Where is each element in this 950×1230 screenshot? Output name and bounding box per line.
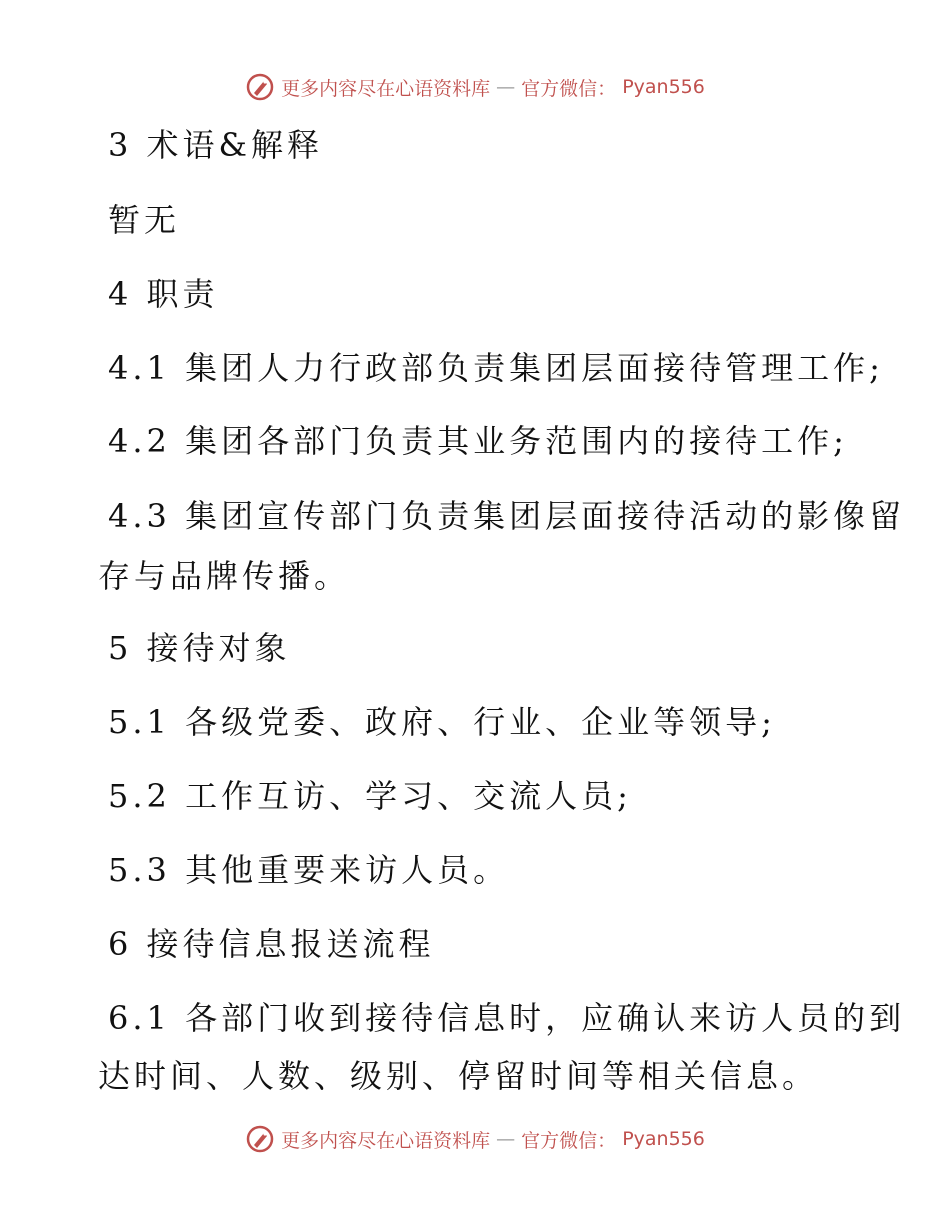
item-6-1: 6.1 各部门收到接待信息时，应确认来访人员的到 xyxy=(108,999,906,1037)
watermark-prefix: 更多内容尽在心语资料库 xyxy=(281,77,491,100)
pen-nib-icon xyxy=(245,1124,275,1154)
item-4-3-continued: 存与品牌传播。 xyxy=(98,557,351,595)
watermark-separator: — xyxy=(496,76,516,98)
item-4-1: 4.1 集团人力行政部负责集团层面接待管理工作; xyxy=(108,349,884,387)
section-heading-5: 5 接待对象 xyxy=(108,629,291,667)
watermark-suffix: 官方微信： xyxy=(521,1129,617,1152)
watermark-suffix: 官方微信： xyxy=(521,77,617,100)
item-5-3: 5.3 其他重要来访人员。 xyxy=(108,851,510,889)
section-heading-6: 6 接待信息报送流程 xyxy=(108,925,435,963)
item-5-1: 5.1 各级党委、政府、行业、企业等领导; xyxy=(108,703,776,741)
item-4-3: 4.3 集团宣传部门负责集团层面接待活动的影像留 xyxy=(108,497,906,535)
item-4-2: 4.2 集团各部门负责其业务范围内的接待工作; xyxy=(108,422,848,460)
paragraph-none: 暂无 xyxy=(108,201,181,239)
watermark-wechat-id: Pyan556 xyxy=(622,1128,705,1150)
pen-nib-icon xyxy=(245,72,275,102)
watermark-prefix: 更多内容尽在心语资料库 xyxy=(281,1129,491,1152)
footer-watermark xyxy=(0,1124,950,1154)
item-6-1-continued: 达时间、人数、级别、停留时间等相关信息。 xyxy=(98,1057,819,1095)
watermark-separator: — xyxy=(496,1128,516,1150)
section-heading-4: 4 职责 xyxy=(108,275,219,313)
watermark-wechat-id: Pyan556 xyxy=(622,76,705,98)
section-heading-3: 3 术语&解释 xyxy=(108,126,324,164)
header-watermark xyxy=(0,72,950,102)
item-5-2: 5.2 工作互访、学习、交流人员; xyxy=(108,777,632,815)
